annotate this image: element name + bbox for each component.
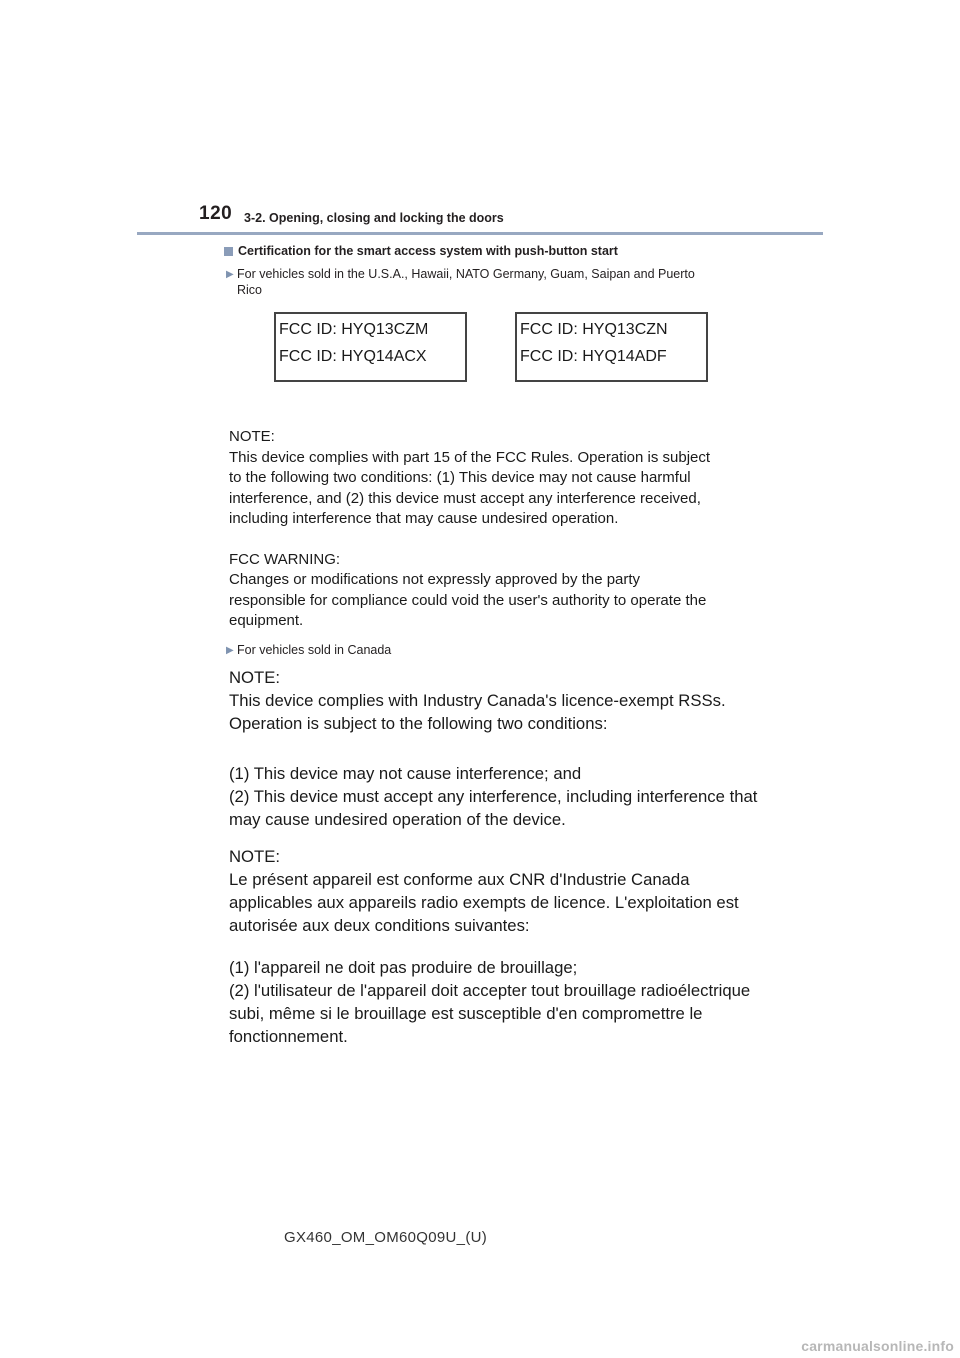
usa-warning-line: equipment. (229, 612, 304, 629)
canada-fr-line: Le présent appareil est conforme aux CNR d'Industrie Canada (229, 870, 690, 889)
usa-note-line: to the following two conditions: (1) This device may not cause harmful (229, 469, 691, 486)
doc-code: GX460_OM_OM60Q09U_(U) (284, 1229, 488, 1246)
canada-fr-line: applicables aux appareils radio exempts de licence. L'exploitation est (229, 893, 739, 912)
canada-fr-line: autorisée aux deux conditions suivantes: (229, 916, 530, 935)
fcc-id-left-1: FCC ID: HYQ13CZM (279, 321, 429, 338)
fcc-id-left-2: FCC ID: HYQ14ACX (279, 348, 427, 365)
usa-warning-line: responsible for compliance could void the user's authority to operate the (229, 591, 707, 609)
canada-notice (229, 666, 757, 1048)
section-title: 3-2. Opening, closing and locking the doors (244, 211, 504, 225)
usa-warning-line: Changes or modifications not expressly approved by the party (229, 571, 641, 588)
watermark: carmanualsonline.info (801, 1338, 954, 1354)
fcc-id-box-left (274, 312, 467, 382)
fcc-id-right-1: FCC ID: HYQ13CZN (520, 321, 668, 338)
section-heading (224, 244, 618, 258)
usa-note-line: including interference that may cause undesired operation. (229, 510, 619, 527)
canada-en-line: Operation is subject to the following two conditions: (229, 714, 608, 733)
canada-intro-text: For vehicles sold in Canada (237, 643, 392, 657)
page-number: 120 (199, 203, 233, 224)
canada-en-condition: (2) This device must accept any interference, including interference that (229, 787, 758, 806)
canada-en-condition: may cause undesired operation of the device. (229, 810, 566, 829)
usa-fcc-notice (229, 427, 710, 632)
triangle-bullet-icon: ▶ (226, 269, 234, 280)
canada-en-title: NOTE: (229, 668, 280, 687)
section-heading-text: Certification for the smart access system with push-button start (238, 244, 618, 258)
usa-intro-line2: Rico (237, 283, 263, 297)
canada-fr-condition: subi, même si le brouillage est susceptible d'en compromettre le (229, 1004, 703, 1023)
canada-intro (226, 642, 757, 659)
canada-fr-condition: (2) l'utilisateur de l'appareil doit accepter tout brouillage radioélectrique (229, 981, 751, 1000)
usa-intro-line1: For vehicles sold in the U.S.A., Hawaii, NATO Germany, Guam, Saipan and Puerto (237, 267, 695, 281)
fcc-id-right-2: FCC ID: HYQ14ADF (520, 348, 667, 365)
canada-fr-condition: fonctionnement. (229, 1027, 348, 1046)
square-bullet-icon (224, 247, 233, 256)
usa-note-line: interference, and (2) this device must accept any interference received, (229, 489, 701, 507)
canada-en-line: This device complies with Industry Canada's licence-exempt RSSs. (229, 691, 726, 710)
usa-warning-title: FCC WARNING: (229, 550, 341, 568)
usa-note-title: NOTE: (229, 428, 275, 445)
header-rule (137, 232, 823, 235)
usa-note-line: This device complies with part 15 of the FCC Rules. Operation is subject (229, 448, 711, 466)
usa-intro (226, 266, 757, 298)
canada-fr-title: NOTE: (229, 847, 280, 866)
fcc-id-box-right (515, 312, 708, 382)
canada-en-condition: (1) This device may not cause interference; and (229, 764, 582, 783)
triangle-bullet-icon: ▶ (226, 645, 234, 656)
canada-fr-condition: (1) l'appareil ne doit pas produire de brouillage; (229, 958, 578, 977)
